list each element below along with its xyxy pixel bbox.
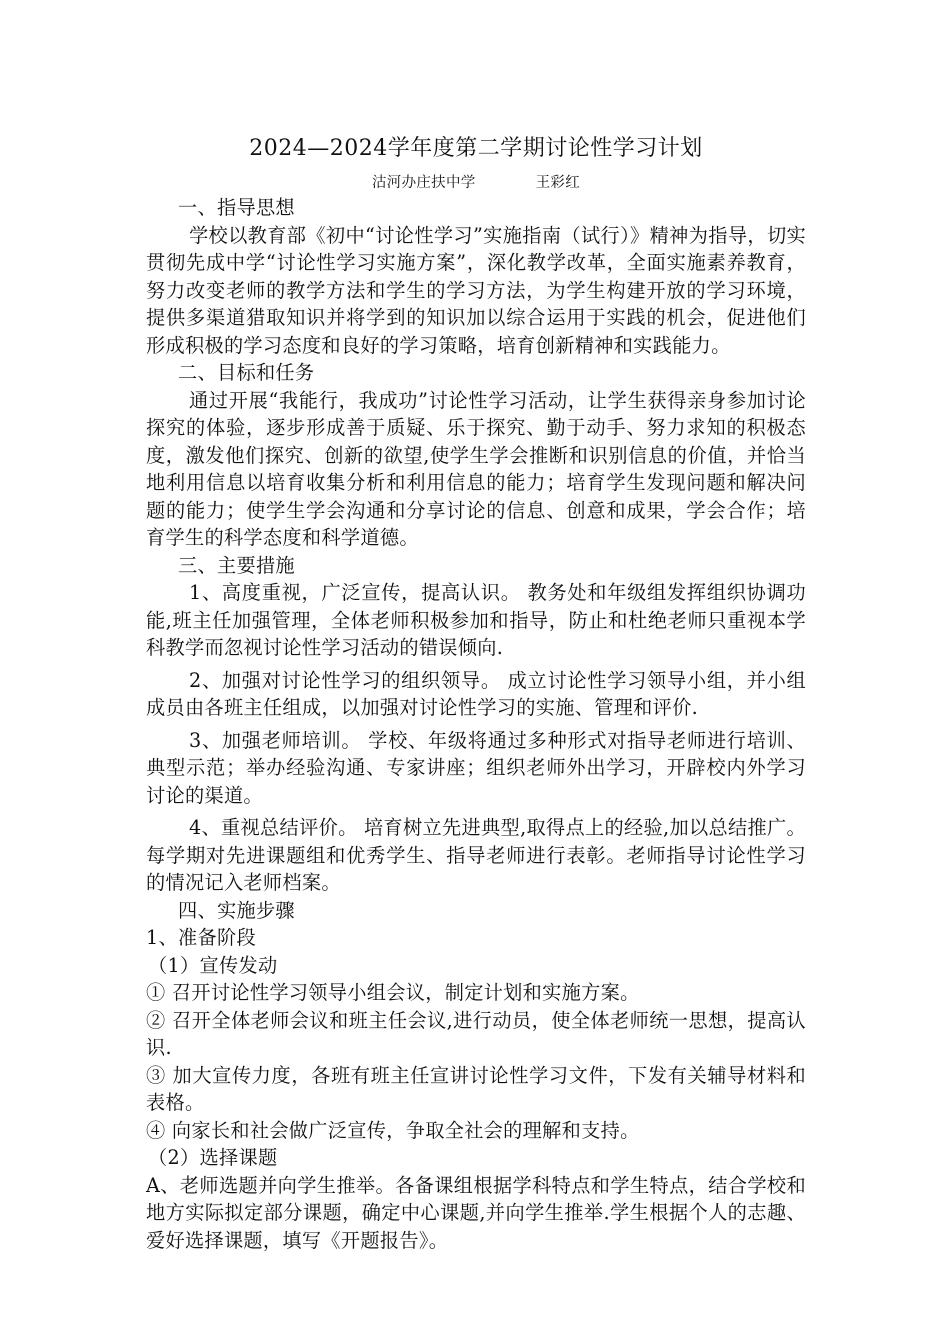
document-title: 2024—2024学年度第二学期讨论性学习计划	[249, 136, 703, 161]
byline	[146, 172, 806, 194]
author-name: 王彩红	[535, 175, 580, 191]
stage-heading-1: 1、准备阶段	[146, 926, 256, 949]
section-heading-3: 三、主要措施	[178, 553, 295, 577]
section-heading-1: 一、指导思想	[178, 196, 295, 219]
measure-item-2: 2、加强对讨论性学习的组织领导。 成立讨论性学习领导小组，并小组成员由各班主任组成，以加强对讨论性学习的实施、管理和评价.	[146, 668, 806, 719]
document-body	[146, 132, 806, 1254]
sub-heading-1: （1）宣传发动	[148, 953, 278, 977]
section-heading-4: 四、实施步骤	[178, 898, 295, 922]
measure-item-3: 3、加强老师培训。 学校、年级将通过多种形式对指导老师进行培训、典型示范；举办经验沟通、专家讲座；组织老师外出学习，开辟校内外学习讨论的渠道。	[146, 728, 806, 807]
step-item-3: ③ 加大宣传力度，各班有班主任宣讲讨论性学习文件，下发有关辅导材料和表格。	[146, 1063, 806, 1114]
measure-item-4: 4、重视总结评价。 培育树立先进典型,取得点上的经验,加以总结推广。每学期对先进课题组和优秀学生、指导老师进行表彰。老师指导讨论性学习的情况记入老师档案。	[146, 816, 806, 894]
measure-item-1: 1、高度重视，广泛宣传，提高认识。 教务处和年级组发挥组织协调功能,班主任加强管理，全体老师积极参加和指导，防止和杜绝老师只重视本学科教学而忽视讨论性学习活动的错误倾向.	[146, 581, 806, 659]
step-item-2: ② 召开全体老师会议和班主任会议,进行动员，使全体老师统一思想，提高认识.	[146, 1008, 806, 1059]
sub-heading-2: （2）选择课题	[148, 1146, 278, 1169]
topic-selection-paragraph: A、老师选题并向学生推举。各备课组根据学科特点和学生特点，结合学校和地方实际拟定部分课题，确定中心课题,并向学生推举.学生根据个人的志趣、爱好选择课题，填写《开题报告》。	[146, 1173, 806, 1252]
school-name: 沽河办庄扶中学	[371, 175, 476, 191]
section-paragraph-1: 学校以教育部《初中“讨论性学习”实施指南（试行）》精神为指导，切实贯彻先成中学“讨论性学习实施方案”，深化教学改革，全面实施素养教育，努力改变老师的教学方法和学生的学习方法，为学生构建开放的学习环境，提供多渠道猎取知识并将学到的知识加以综合运用于实践的机会，促进他们形成积极的学习态度和良好的学习策略，培育创新精神和实践能力。	[146, 223, 806, 357]
section-paragraph-2: 通过开展“我能行，我成功”讨论性学习活动，让学生获得亲身参加讨论探究的体验，逐步形成善于质疑、乐于探究、勤于动手、努力求知的积极态度，激发他们探究、创新的欲望,使学生学会推断和识别信息的价值，并恰当地利用信息以培育收集分析和利用信息的能力；培育学生发现问题和解决问题的能力；使学生学会沟通和分享讨论的信息、创意和成果，学会合作；培育学生的科学态度和科学道德。	[146, 388, 806, 549]
step-item-1: ① 召开讨论性学习领导小组会议，制定计划和实施方案。	[146, 981, 640, 1004]
step-item-4: ④ 向家长和社会做广泛宣传，争取全社会的理解和支持。	[146, 1118, 640, 1142]
section-heading-2: 二、目标和任务	[178, 361, 315, 384]
